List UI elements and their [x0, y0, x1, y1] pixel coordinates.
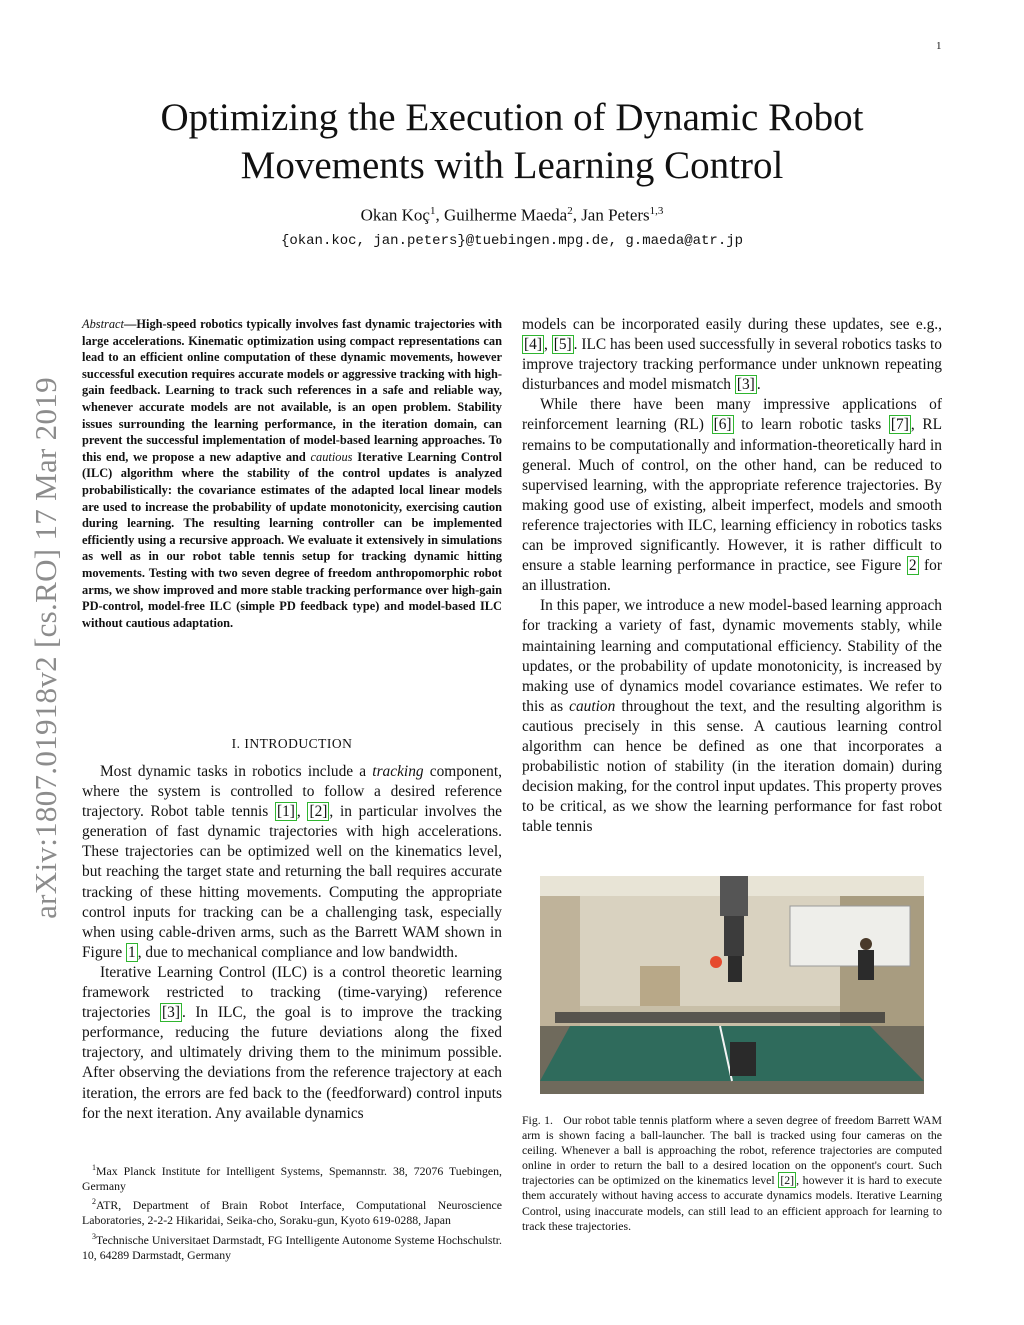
- abstract-text-continued: Iterative Learning Control (ILC) algorithm where the stability of the control updates is analyzed probabilistically: the covariance estimates of the adapted local linear models are used to increase the probability of update monotonicity, exercising caution during learning. The resulting learning controller can be implemented efficiently using a recursive approach. We evaluate it extensively in simulations as well as in our robot table tennis setup for tracking dynamic hitting movements. Testing with two seven degree of freedom anthropomorphic robot arms, we show improved and more stable tracking performance over high-gain PD-control, model-free ILC (simple PD feedback type) and model-based ILC without cautious adaptation.: [82, 449, 503, 630]
- section-title: INTRODUCTION: [244, 736, 353, 751]
- footnote-2: [82, 1194, 502, 1228]
- figure-link[interactable]: 1: [128, 943, 136, 961]
- abstract: [82, 316, 502, 631]
- footnote-mark: 1: [92, 1163, 96, 1172]
- robot-mount: [720, 876, 748, 916]
- figure-1-caption: [522, 1113, 942, 1234]
- whiteboard: [790, 906, 910, 966]
- citation-link[interactable]: [2]: [309, 803, 328, 821]
- caption-text: Our robot table tennis platform where a seven degree of freedom Barrett WAM arm is shown facing a ball-launcher. The ball is tracked using four cameras on the ceiling. Whenever a ball is approaching the robot, reference trajectories are computed online in order to return the ball to a desired location on the opponent's court. Such trajectories can be optimized on the kinematics level: [522, 1113, 942, 1188]
- right-paragraph-3: [522, 596, 942, 837]
- abstract-label: Abstract: [82, 317, 124, 331]
- robot-arm-lower: [728, 956, 742, 982]
- author-affiliation-mark: 1,3: [649, 205, 664, 217]
- figure-robot-table-tennis-photo: [540, 876, 924, 1094]
- citation-link[interactable]: [3]: [162, 1004, 180, 1022]
- text-run: models can be incorporated easily during these updates, see e.g.,: [522, 316, 942, 333]
- caption-text: , however it is hard to execute them accurately without having access to accurate dynamics models. Iterative Learning Control, using inaccurate models, can still lead to an efficient approach for learning to track these trajectories.: [522, 1173, 942, 1233]
- author-affiliation-mark: 2: [567, 205, 573, 217]
- intro-paragraph-2: [82, 963, 502, 1124]
- figure-label: Fig. 1.: [522, 1113, 553, 1127]
- text-run: In this paper, we introduce a new model-based learning approach for tracking a variety of fast, dynamic movements stably, while maintaining learning and computational efficiency. Stability of the updates, or the probability of update monotonicity, is increased by making use of dynamics model covariance estimates. We refer to this as: [522, 597, 942, 715]
- citation-link[interactable]: [4]: [524, 336, 542, 354]
- person-head: [860, 938, 872, 950]
- paper-title: [90, 94, 934, 190]
- author-name: Okan Koç: [360, 205, 430, 225]
- page-number: 1: [936, 40, 942, 52]
- citation-link[interactable]: [6]: [713, 416, 732, 434]
- abstract-text: —High-speed robotics typically involves fast dynamic trajectories with large accelerations. Kinematic optimization using compact representations can lead to an efficient online computation of these dynamic movements, however successful execution requires accurate models or aggressive tracking with high-gain feedback. Learning to track such references in a safe and reliable way, whenever accurate models are not available, is an open problem. Stability issues surrounding the learning performance, in the iteration domain, can prevent the successful implementation of model-based learning approaches. To this end, we propose a new adaptive and: [82, 317, 502, 464]
- text-run: component, where the system is controlled to follow a desired reference trajectory. Robot table tennis: [82, 763, 502, 821]
- cabinet: [640, 966, 680, 1006]
- figure-link[interactable]: 2: [908, 557, 917, 575]
- footnote-text: Max Planck Institute for Intelligent Systems, Spemannstr. 38, 72076 Tuebingen, Germany: [82, 1163, 502, 1194]
- arxiv-identifier-text: arXiv:1807.01918v2 [cs.RO] 17 Mar 2019: [28, 377, 63, 919]
- text-run: Iterative Learning Control (ILC) is a control theoretic learning framework restricted to tracking (time-varying) reference trajectories: [82, 963, 502, 1022]
- ball-launcher: [730, 1042, 756, 1076]
- text-run: . ILC has been used successfully in several robotics tasks to improve trajectory tracking performance under unknown repeating disturbances and model mismatch: [522, 336, 942, 394]
- text-run: While there have been many impressive applications of reinforcement learning (RL): [522, 396, 942, 434]
- footnote-3: [82, 1229, 502, 1263]
- title-line-1: Optimizing the Execution of Dynamic Robot: [160, 96, 864, 139]
- footnote-mark: 3: [92, 1231, 96, 1241]
- text-run: ,: [296, 803, 308, 821]
- citation-link[interactable]: [5]: [553, 336, 572, 354]
- table-net: [555, 1012, 885, 1023]
- right-column: [522, 315, 942, 837]
- footnote-text: ATR, Department of Brain Robot Interface, Computational Neuroscience Laboratories, 2-2-2 Hikaridai, Seika-cho, Soraku-gun, Kyoto 619-0288, Japan: [82, 1198, 502, 1228]
- text-run: , RL remains to be computationally and information-theoretically hard in general. Much of control, on the other hand, can be reduced to supervised learning, with the appropriate reference trajectories. By making good use of existing, albeit imperfect, models and smooth reference trajectories with ILC, learning efficiency in robotics tasks can be improved significantly. However, it is rather difficult to ensure a stable learning performance in practice, see Figure: [522, 416, 942, 575]
- person-body: [858, 950, 874, 980]
- robot-arm-upper: [724, 916, 744, 956]
- author-name: Jan Peters: [581, 205, 650, 225]
- citation-link[interactable]: [7]: [890, 416, 909, 434]
- text-run: Most dynamic tasks in robotics include a: [100, 763, 373, 780]
- text-run: for an illustration.: [522, 557, 942, 595]
- footnote-1: [82, 1160, 502, 1194]
- abstract-emphasis: cautious: [310, 449, 353, 464]
- paddle: [710, 956, 722, 968]
- title-line-2: Movements with Learning Control: [240, 144, 784, 187]
- introduction-left-column: [82, 762, 502, 1124]
- footnote-mark: 2: [92, 1197, 96, 1207]
- footnotes: [82, 1160, 502, 1263]
- text-run: . In ILC, the goal is to improve the tracking performance, reducing the future deviations along the fixed trajectory, and ultimately driving them to the minimum possible. After observing the deviations from the reference trajectory at each iteration, the errors are fed back to the (feedforward) control inputs for the next iteration. Any available dynamics: [82, 1004, 502, 1122]
- right-paragraph-2: [522, 395, 942, 596]
- citation-link[interactable]: [3]: [736, 376, 755, 394]
- author-affiliation-mark: 1: [429, 205, 436, 217]
- author-name: Guilherme Maeda: [443, 205, 568, 225]
- section-number: I.: [231, 736, 241, 751]
- footnote-text: Technische Universitaet Darmstadt, FG Intelligente Autonome Systeme Hochschulstr. 10, 64289 Darmstadt, Germany: [82, 1232, 502, 1262]
- text-run: throughout the text, and the resulting algorithm is cautious precisely in this sense. A cautious learning control algorithm can hence be defined as one that incorporates a probabilistic notion of stability (in the iteration domain) during decision making, for the control input updates. This property proves to be critical, as we show the learning performance for fast robot table tennis: [522, 697, 942, 836]
- citation-link[interactable]: [2]: [780, 1173, 795, 1188]
- section-heading-introduction: [82, 736, 502, 752]
- text-run: , due to mechanical compliance and low bandwidth.: [137, 943, 458, 961]
- text-run: to learn robotic tasks: [733, 416, 889, 434]
- author-emails: {okan.koc, jan.peters}@tuebingen.mpg.de, g.maeda@atr.jp: [280, 233, 744, 249]
- text-run: ,: [543, 336, 552, 354]
- intro-paragraph-1: [82, 762, 502, 963]
- text-run: , in particular involves the generation of fast dynamic trajectories with high accelerations. These trajectories can be optimized well on the kinematics level, but reaching the target state and returning the ball requires accurate tracking of these hitting movements. Computing the appropriate control inputs for tracking can be a challenging task, especially when using cable-driven arms, such as the Barrett WAM shown in Figure: [82, 803, 502, 961]
- text-run: .: [756, 376, 761, 394]
- emphasis: caution: [569, 697, 616, 715]
- emphasis: tracking: [372, 763, 424, 780]
- right-paragraph-1: [522, 315, 942, 395]
- author-list: Okan Koç$^1$, Guilherme Maeda$^2$, Jan Peters$^{1,3}$: [360, 205, 664, 225]
- robot-photo-illustration: [540, 876, 924, 1094]
- citation-link[interactable]: [1]: [276, 803, 295, 821]
